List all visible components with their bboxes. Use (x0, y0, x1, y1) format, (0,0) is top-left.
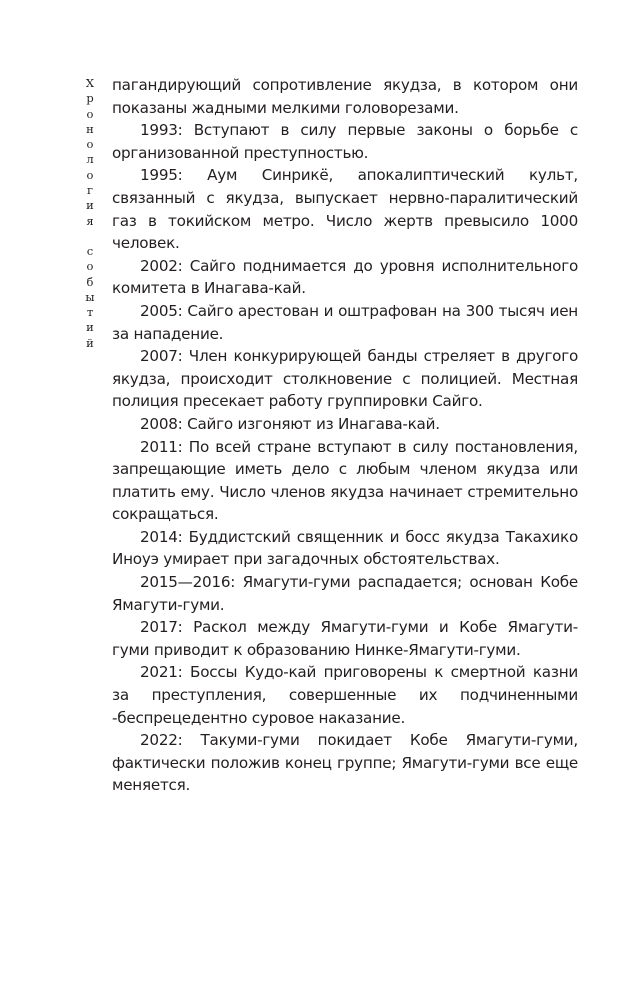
running-title-letter: о (86, 137, 94, 152)
running-title (80, 76, 100, 351)
timeline-entry-2014: 2014: Буддистский священник и босс якудза Такахико Иноуэ умирает при загадочных обстоятельствах. (112, 527, 578, 569)
running-title-letter: л (86, 152, 94, 167)
running-title-letter: г (86, 183, 94, 198)
running-title-letter: о (86, 167, 94, 182)
running-title-letter: й (86, 335, 94, 350)
paragraph-continuation: пагандирующий сопротивление якудза, в котором они показаны жадными мелкими головорезами. (112, 76, 578, 117)
timeline-entry-2008: 2008: Сайго изгоняют из Инагава-кай. (140, 414, 440, 433)
timeline-entry-2005: 2005: Сайго арестован и оштрафован на 300 тысяч иен за нападение. (112, 301, 578, 343)
running-title-letter: и (86, 198, 94, 213)
timeline-entry-2011: 2011: По всей стране вступают в силу постановления, запрещающие иметь дело с любым членом якудза или платить ему. Число членов якудза начинает стремительно сокращаться. (112, 437, 578, 524)
running-title-letter: б (86, 274, 94, 289)
running-title-letter: о (86, 259, 94, 274)
running-title-letter: т (86, 305, 94, 320)
running-title-letter: н (86, 121, 94, 136)
timeline-entry-2002: 2002: Сайго поднимается до уровня исполнительного комитета в Инагава-кай. (112, 256, 578, 298)
timeline-entry-2007: 2007: Член конкурирующей банды стреляет в другого якудза, происходит столкновение с полицией. Местная полиция пресекает работу группировки Сайго. (112, 347, 578, 411)
page-text (112, 74, 578, 797)
timeline-entry-1995: 1995: Аум Синрикё, апокалиптический культ, связанный с якудза, выпускает нервно-паралитический газ в токийском метро. Число жертв превысило 1000 человек. (112, 166, 578, 253)
running-title-letter: я (86, 213, 94, 228)
timeline-entry-2021: 2021: Боссы Кудо-кай приговорены к смертной казни за преступления, совершенные их подчиненными -беспрецедентно суровое наказание. (112, 663, 578, 727)
timeline-entry-1993: 1993: Вступают в силу первые законы о борьбе с организованной преступностью. (112, 121, 578, 162)
running-title-letter: о (86, 106, 94, 121)
running-title-letter: ы (85, 289, 95, 304)
timeline-entry-2015-2016: 2015—2016: Ямагути-гуми распадается; основан Кобе Ямагути-гуми. (112, 573, 578, 614)
running-title-word-2 (85, 244, 94, 351)
timeline-entry-2017: 2017: Раскол между Ямагути-гуми и Кобе Ямагути-гуми приводит к образованию Нинке-Ямагути-гуми. (112, 618, 578, 659)
running-title-letter: Х (85, 76, 95, 90)
running-title-word-1 (86, 76, 94, 229)
running-title-letter: с (86, 243, 94, 258)
running-title-letter: р (86, 91, 94, 106)
running-title-letter: и (86, 320, 94, 335)
timeline-entry-2022: 2022: Такуми-гуми покидает Кобе Ямагути-гуми, фактически положив конец группе; Ямагути-гуми все еще меняется. (112, 731, 578, 795)
